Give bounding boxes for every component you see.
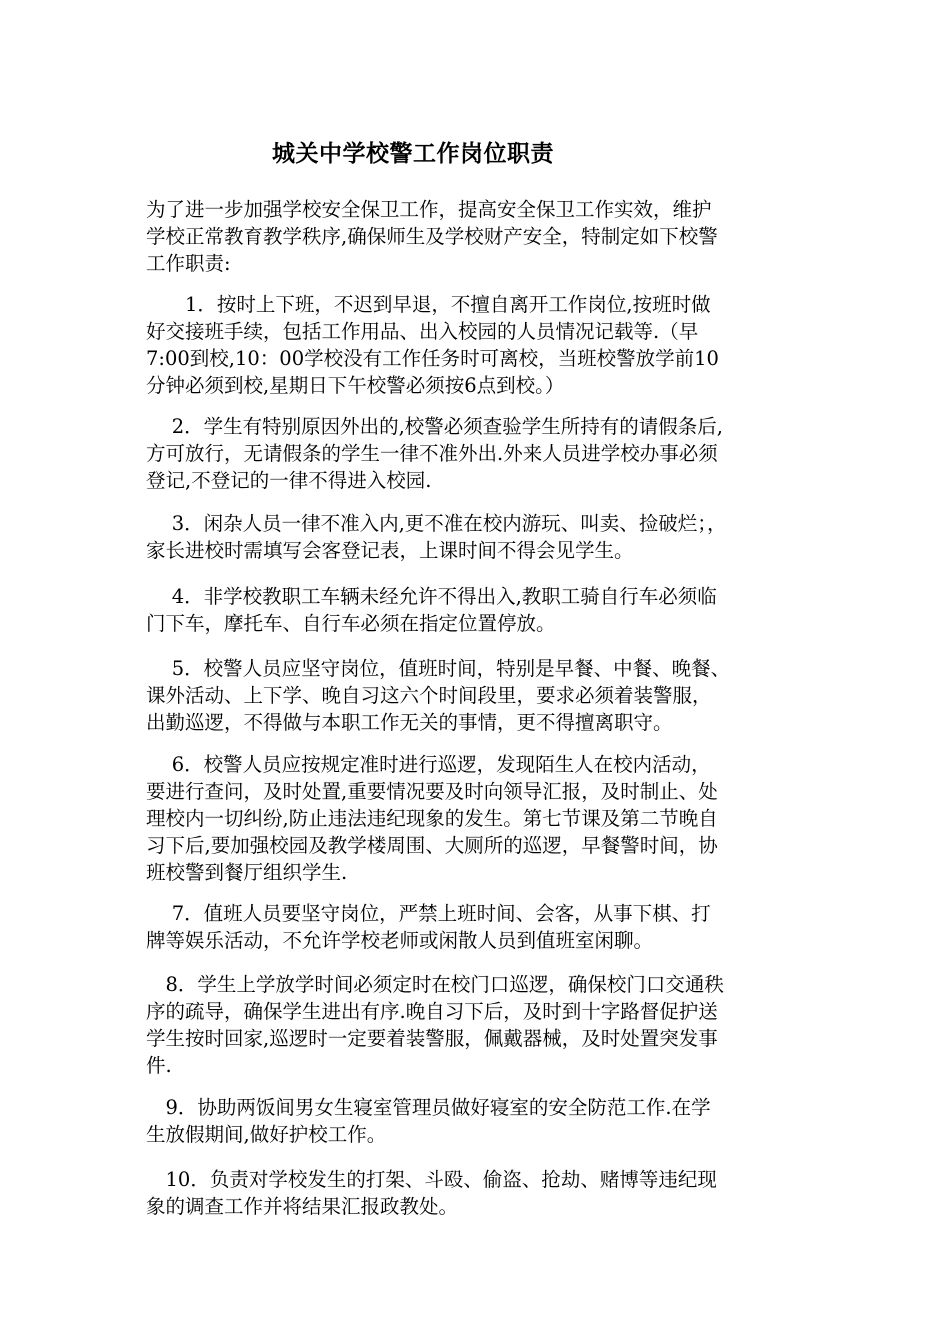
text-line: 7:00到校,10：00学校没有工作任务时可离校，当班校警放学前10 [146,347,719,370]
text-line: 学校正常教育教学秩序,确保师生及学校财产安全，特制定如下校警 [146,225,718,248]
text-line: 登记,不登记的一律不得进入校园. [146,469,432,492]
text-line: 8．学生上学放学时间必须定时在校门口巡逻，确保校门口交通秩 [146,973,724,996]
text-line: 9．协助两饭间男女生寝室管理员做好寝室的安全防范工作.在学 [146,1096,711,1119]
intro-paragraph [146,196,811,277]
text-line: 习下后,要加强校园及教学楼周围、大厕所的巡逻，早餐警时间，协 [146,834,718,857]
text-line: 6．校警人员应按规定准时进行巡逻，发现陌生人在校内活动， [146,753,711,776]
text-line: 4．非学校教职工车辆未经允许不得出入,教职工骑自行车必须临 [146,585,717,608]
text-line: 生放假期间,做好护校工作。 [146,1123,387,1146]
text-line: 件. [146,1054,172,1077]
duty-item-2 [146,413,811,494]
duty-item-10 [146,1166,811,1220]
text-line: 序的疏导，确保学生进出有序.晚自习下后，及时到十字路督促护送 [146,1000,718,1023]
text-line: 好交接班手续，包括工作用品、出入校园的人员情况记载等.（早 [146,320,699,343]
text-line: 牌等娱乐活动，不允许学校老师或闲散人员到值班室闲聊。 [146,929,654,952]
text-line: 7．值班人员要坚守岗位，严禁上班时间、会客，从事下棋、打 [146,902,711,925]
text-line: 家长进校时需填写会客登记表，上课时间不得会见学生。 [146,539,634,562]
text-line: 课外活动、上下学、晚自习这六个时间段里，要求必须着装警服， [146,684,712,707]
duty-item-5 [146,655,811,736]
duty-item-3 [146,510,811,564]
text-line: 象的调查工作并将结果汇报政教处。 [146,1195,459,1218]
text-line: 班校警到餐厅组织学生. [146,861,348,884]
text-line: 10．负责对学校发生的打架、斗殴、偷盗、抢劫、赌博等违纪现 [146,1168,717,1191]
text-line: 分钟必须到校,星期日下午校警必须按6点到校。） [146,374,565,397]
text-line: 要进行查问，及时处置,重要情况要及时向领导汇报，及时制止、处 [146,780,718,803]
text-line: 门下车，摩托车、自行车必须在指定位置停放。 [146,612,556,635]
document-title: 城关中学校警工作岗位职责 [272,141,554,167]
duty-item-1 [146,291,811,399]
text-line: 出勤巡逻，不得做与本职工作无关的事情，更不得擅离职守。 [146,711,673,734]
text-line: 方可放行，无请假条的学生一律不准外出.外来人员进学校办事必须 [146,442,718,465]
duty-item-8 [146,971,811,1079]
text-line: 理校内一切纠纷,防止违法违纪现象的发生。第七节课及第二节晚自 [146,807,718,830]
text-line: 3．闲杂人员一律不准入内,更不准在校内游玩、叫卖、捡破烂；， [146,512,727,535]
duty-item-9 [146,1094,811,1148]
duty-item-7 [146,900,811,954]
text-line: 2．学生有特别原因外出的,校警必须查验学生所持有的请假条后, [146,415,724,438]
text-line: 工作职责: [146,252,231,275]
text-line: 1．按时上下班，不迟到早退，不擅自离开工作岗位,按班时做 [146,293,711,316]
text-line: 5．校警人员应坚守岗位，值班时间，特别是早餐、中餐、晚餐、 [146,657,731,680]
text-line: 为了进一步加强学校安全保卫工作，提高安全保卫工作实效，维护 [146,198,712,221]
text-line: 学生按时回家,巡逻时一定要着装警服，佩戴器械，及时处置突发事 [146,1027,718,1050]
duty-item-6 [146,751,811,886]
duty-item-4 [146,583,811,637]
